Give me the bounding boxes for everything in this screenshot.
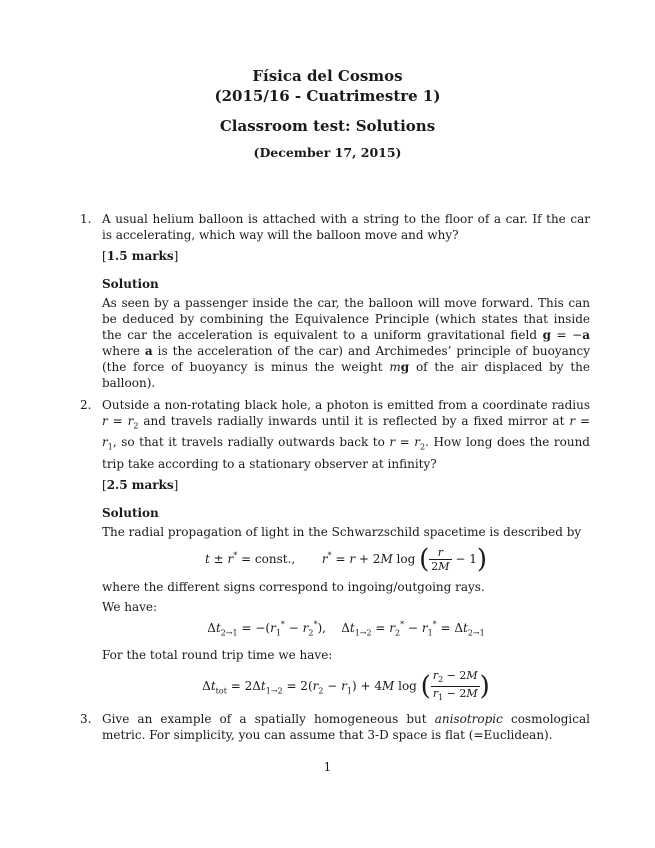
- question-text: A usual helium balloon is attached with a string to the floor of a car. If the car is accelerating, which way will the balloon move and why?: [102, 212, 590, 242]
- document-header: [0, 66, 655, 162]
- round-trip-equation: $\Delta t_{tot} = 2\Delta t_{1\to 2} = 2(r_2 - r_1) + 4M$ log ( $\frac{r_2 - 2M}{r_1 - 2M}$ ): [202, 669, 490, 703]
- tortoise-equation: t ± r* = const., r* = r + 2M log ( $\frac{r}{2M}$ − 1): [204, 544, 488, 575]
- course-term: (2015/16 - Cuatrimestre 1): [214, 87, 441, 105]
- question-marks: [1.5 marks]: [102, 249, 179, 263]
- time-intervals-equation: $\Delta t_{2\to 1} = -(r_1^* - r_2^*)$, $\Delta t_{1\to 2} = r_2^* - r_1^* = \Delta t_{2\to 1}$: [207, 619, 485, 638]
- question-marks: [2.5 marks]: [102, 477, 179, 492]
- solution-heading: Solution: [102, 277, 159, 291]
- question-text: Outside a non-rotating black hole, a photon is emitted from a coordinate radius $r = r_2$ and travels radially inwards until it is reflected by a fixed mirror at $r = r_1$, so that it travels radially outwards back to $r = r_2$. How long does the round trip take according to a stationary observer at infinity?: [102, 398, 591, 471]
- solution-intro: The radial propagation of light in the Schwarzschild spacetime is described by: [102, 524, 582, 539]
- test-title: Classroom test: Solutions: [219, 117, 436, 135]
- signs-text: where the different signs correspond to ingoing/outgoing rays.: [102, 579, 485, 594]
- question-3: [80, 711, 590, 743]
- page-number: 1: [323, 760, 332, 774]
- solution-text: As seen by a passenger inside the car, the balloon will move forward. This can be deduced by combining the Equivalence Principle (which states that inside the car the acceleration is equivalent to a uniform gravitational field g = −a where a is the acceleration of the car) and Archimedes’ principle of buoyancy (the force of buoyancy is minus the weight mg of the air displaced by the balloon).: [102, 296, 590, 390]
- question-number: 2.: [80, 398, 92, 412]
- course-title: Física del Cosmos: [252, 67, 403, 85]
- question-text: Give an example of a spatially homogeneous but anisotropic cosmological metric. For simplicity, you can assume that 3-D space is flat (=Euclidean).: [102, 711, 590, 742]
- total-text: For the total round trip time we have:: [102, 648, 333, 663]
- we-have-text: We have:: [102, 599, 158, 614]
- questions-list: [80, 211, 590, 749]
- solution-heading: Solution: [102, 505, 159, 520]
- test-date: (December 17, 2015): [253, 145, 402, 160]
- question-number: 1.: [80, 212, 92, 226]
- question-2: [80, 397, 591, 705]
- question-number: 3.: [80, 711, 92, 726]
- question-1: [80, 211, 590, 391]
